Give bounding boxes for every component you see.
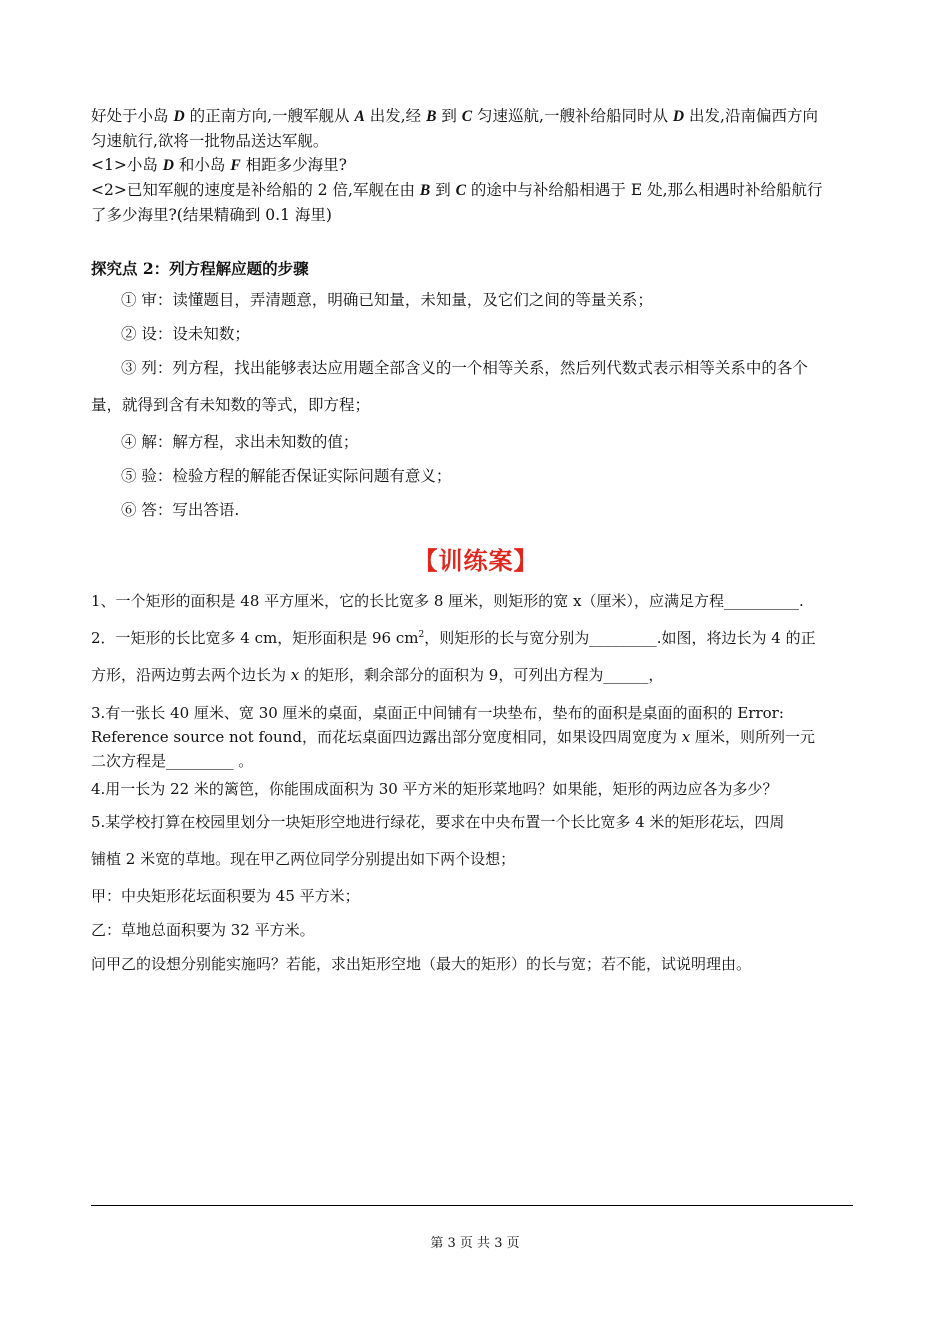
text: 到 <box>430 181 456 199</box>
document-body <box>91 104 861 981</box>
step-6: ⑥ 答：写出答语. <box>121 501 240 519</box>
text: 的矩形，剩余部分的面积为 9，可列出方程为______， <box>299 666 664 684</box>
point-b-label: B <box>426 108 437 125</box>
text: <2>已知军舰的速度是补给船的 2 倍,军舰在由 <box>91 181 420 199</box>
spacer <box>91 227 861 251</box>
point-b-label: B <box>419 182 431 199</box>
point-a-label: A <box>354 108 365 125</box>
exercise-3-cont <box>91 725 861 749</box>
question-2-line-2: 了多少海里?(结果精确到 0.1 海里) <box>91 206 332 224</box>
variable-x: x <box>290 666 300 684</box>
problem-line-2: 匀速航行,欲将一批物品送达军舰。 <box>91 132 329 150</box>
text: <1>小岛 <box>91 156 163 174</box>
island-f-label: F <box>230 157 241 174</box>
text: 厘米，则所列一元 <box>690 728 815 746</box>
step-1: ① 审：读懂题目，弄清题意，明确已知量，未知量，及它们之间的等量关系； <box>121 291 653 309</box>
exercise-1: 1、一个矩形的面积是 48 平方厘米，它的长比宽多 8 厘米，则矩形的宽 x（厘米），应满足方程__________. <box>91 592 804 610</box>
text: 匀速巡航,一艘补给船同时从 <box>472 107 673 125</box>
island-d-label: D <box>162 157 174 174</box>
point-c-label: C <box>461 108 473 125</box>
text: 方形，沿两边剪去两个边长为 <box>91 666 291 684</box>
text: 的正南方向,一艘军舰从 <box>184 107 355 125</box>
exercise-5-cont: 铺植 2 米宽的草地。现在甲乙两位同学分别提出如下两个设想； <box>91 850 516 868</box>
point-c-label: C <box>455 182 466 199</box>
step-2: ② 设：设未知数； <box>121 325 250 343</box>
step-3: ③ 列：列方程，找出能够表达应用题全部含义的一个相等关系，然后列代数式表示相等关系中的各个 <box>121 359 808 377</box>
exercise-3: 3.有一张长 40 厘米、宽 30 厘米的桌面，桌面正中间铺有一块垫布，垫布的面积是桌面的面积的 Error: <box>91 704 784 722</box>
question-2 <box>91 178 861 203</box>
exercise-5-yi: 乙：草地总面积要为 32 平方米。 <box>91 921 315 939</box>
text: Reference source not found，而花坛桌面四边露出部分宽度相同，如果设四周宽度为 <box>91 728 682 746</box>
text: 的途中与补给船相遇于 E 处,那么相遇时补给船航行 <box>465 181 823 199</box>
exercise-5: 5.某学校打算在校园里划分一块矩形空地进行绿花，要求在中央布置一个长比宽多 4 米的矩形花坛，四周 <box>91 813 785 831</box>
question-1 <box>91 153 861 178</box>
section-heading: 探究点 2：列方程解应题的步骤 <box>91 259 309 278</box>
variable-x: x <box>681 728 691 746</box>
island-d-label: D <box>672 108 685 125</box>
footer-divider <box>91 1205 853 1206</box>
text: 2．一矩形的长比宽多 4 cm，矩形面积是 96 cm <box>91 629 419 647</box>
text: 到 <box>436 107 462 125</box>
text: 好处于小岛 <box>91 107 174 125</box>
text: 相距多少海里? <box>240 156 347 174</box>
exercise-3-cont-2: 二次方程是_________ 。 <box>91 752 254 770</box>
text: 出发,沿南偏西方向 <box>684 107 818 125</box>
superscript: 2 <box>418 630 425 640</box>
training-title: 【训练案】 <box>413 546 539 575</box>
step-5: ⑤ 验：检验方程的解能否保证实际问题有意义； <box>121 467 452 485</box>
text: ，则矩形的长与宽分别为_________.如图，将边长为 4 的正 <box>424 629 816 647</box>
exercise-4: 4.用一长为 22 米的篱笆，你能围成面积为 30 平方米的矩形菜地吗？如果能，矩形的两边应各为多少？ <box>91 780 778 798</box>
exercise-2-cont <box>91 655 861 695</box>
page-number: 第 3 页 共 3 页 <box>430 1236 520 1251</box>
text: 和小岛 <box>173 156 231 174</box>
island-d-label: D <box>173 108 185 125</box>
exercise-5-question: 问甲乙的设想分别能实施吗？若能，求出矩形空地（最大的矩形）的长与宽；若不能，试说明理由。 <box>91 955 752 973</box>
step-3-cont: 量，就得到含有未知数的等式，即方程； <box>91 396 371 414</box>
problem-line-1 <box>91 104 861 129</box>
step-4: ④ 解：解方程，求出未知数的值； <box>121 433 359 451</box>
exercise-2 <box>91 618 861 655</box>
exercise-5-jia: 甲：中央矩形花坛面积要为 45 平方米； <box>91 887 360 905</box>
text: 出发,经 <box>364 107 427 125</box>
